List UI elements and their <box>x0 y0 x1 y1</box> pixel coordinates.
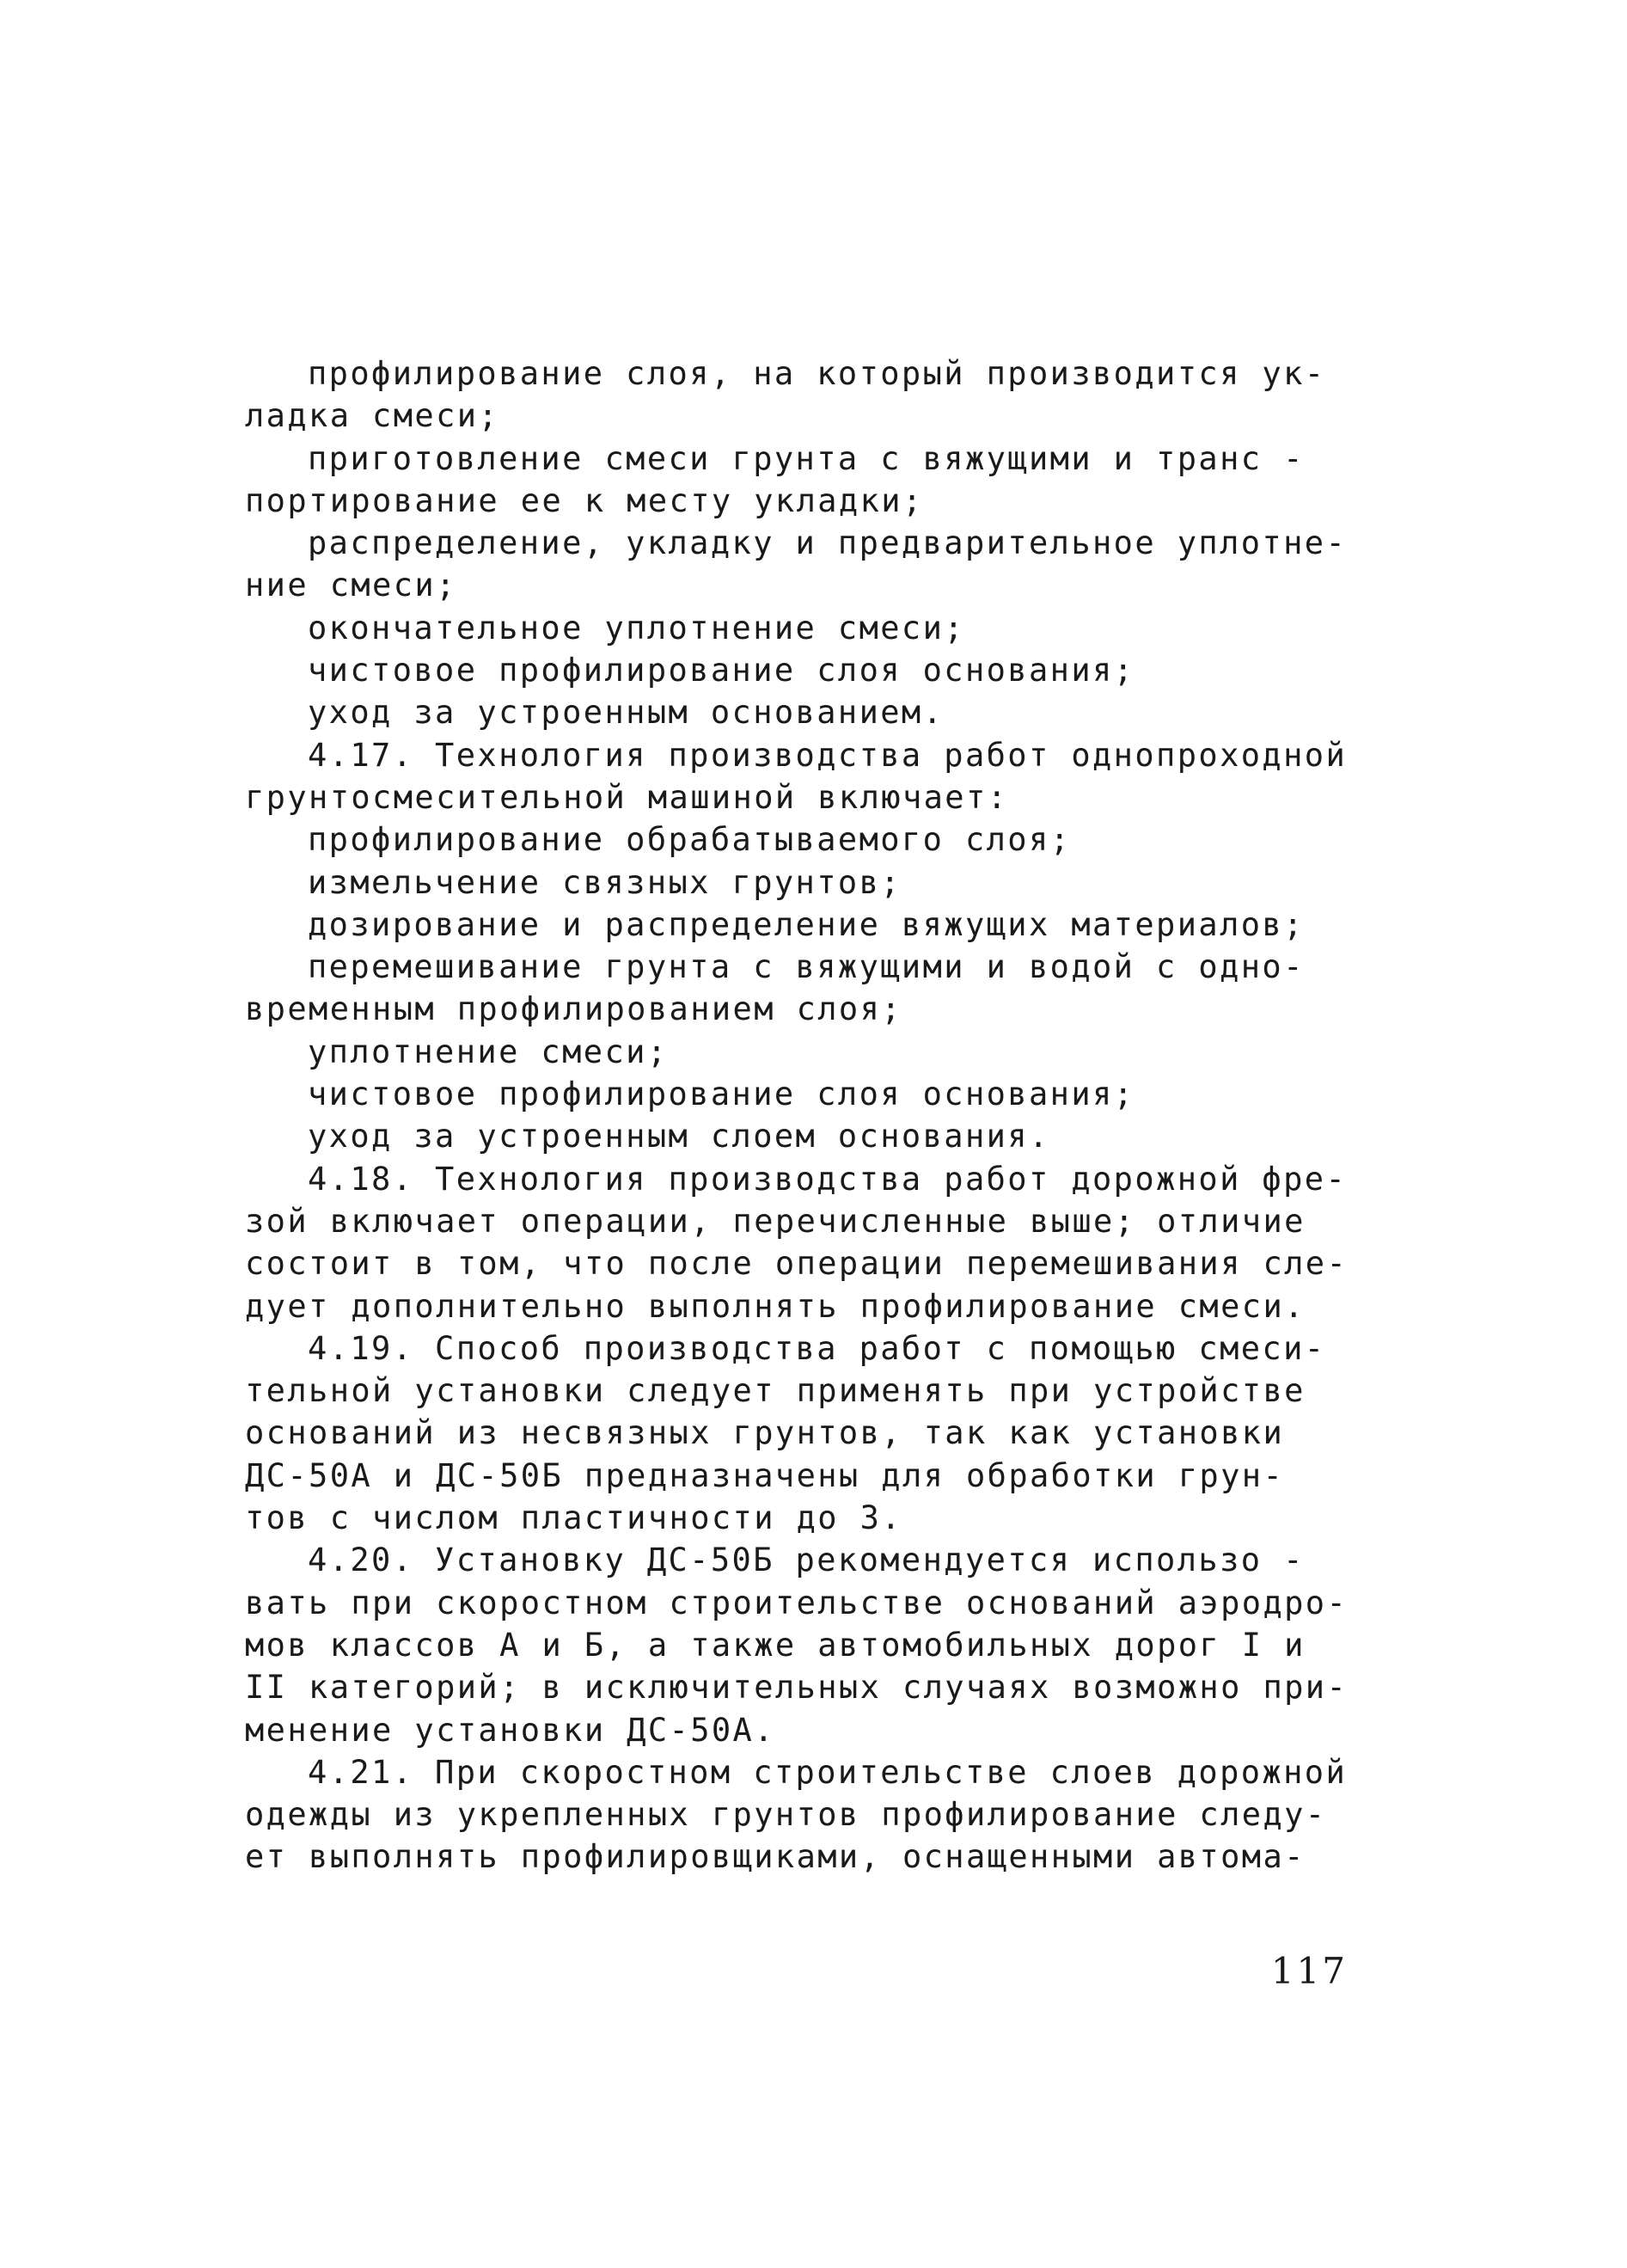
text-line: 4.20. Установку ДС-50Б рекомендуется использо - <box>308 1542 1305 1579</box>
page-number: 117 <box>1270 1950 1348 1992</box>
text-line: профилирование обрабатываемого слоя; <box>308 821 1072 859</box>
text-line: профилирование слоя, на который производится ук- <box>308 355 1326 392</box>
text-line: ДС-50А и ДС-50Б предназначены для обработки грун- <box>245 1456 1285 1494</box>
text-line: чистовое профилирование слоя основания; <box>308 1076 1135 1113</box>
text-line: распределение, укладку и предварительное уплотне- <box>308 524 1348 562</box>
text-line: чистовое профилирование слоя основания; <box>308 652 1135 690</box>
text-line: уход за устроенным слоем основания. <box>308 1118 1050 1155</box>
text-line: 4.19. Способ производства работ с помощью смеси- <box>308 1329 1326 1367</box>
text-line: тов с числом пластичности до 3. <box>245 1499 902 1537</box>
text-line: дует дополнительно выполнять профилирование смеси. <box>245 1287 1306 1325</box>
text-line: ние смеси; <box>245 567 457 604</box>
text-line: грунтосмесительной машиной включает: <box>245 778 1009 816</box>
text-line: измельчение связных грунтов; <box>308 863 902 901</box>
text-line: 4.17. Технология производства работ однопроходной <box>308 736 1348 774</box>
text-line: окончательное уплотнение смеси; <box>308 609 965 647</box>
text-line: перемешивание грунта с вяжущими и водой с одно- <box>308 948 1305 986</box>
text-line: одежды из укрепленных грунтов профилирование следу- <box>245 1796 1327 1834</box>
text-line: портирование ее к месту укладки; <box>245 481 924 519</box>
text-line: 4.21. При скоростном строительстве слоев дорожной <box>308 1753 1348 1791</box>
text-line: ет выполнять профилировщиками, оснащенными автома- <box>245 1838 1306 1876</box>
text-line: уход за устроенным основанием. <box>308 694 945 732</box>
text-line: состоит в том, что после операции перемешивания сле- <box>245 1245 1349 1283</box>
text-line: дозирование и распределение вяжущих материалов; <box>308 905 1305 943</box>
text-line: менение установки ДС-50А. <box>245 1711 775 1749</box>
text-line: мов классов А и Б, а также автомобильных дорог I и <box>245 1626 1306 1664</box>
text-line: оснований из несвязных грунтов, так как установки <box>245 1414 1285 1452</box>
text-line: уплотнение смеси; <box>308 1033 669 1070</box>
text-line: 4.18. Технология производства работ дорожной фре- <box>308 1160 1348 1198</box>
text-line: зой включает операции, перечисленные выше; отличие <box>245 1202 1306 1240</box>
text-line: ладка смеси; <box>245 397 500 435</box>
text-line: приготовление смеси грунта с вяжущими и транс - <box>308 439 1305 477</box>
body-text <box>245 352 1349 1879</box>
text-line: вать при скоростном строительстве оснований аэродро- <box>245 1584 1349 1621</box>
text-line: II категорий; в исключительных случаях возможно при- <box>245 1669 1349 1707</box>
text-line: тельной установки следует применять при устройстве <box>245 1372 1306 1410</box>
text-line: временным профилированием слоя; <box>245 990 902 1028</box>
